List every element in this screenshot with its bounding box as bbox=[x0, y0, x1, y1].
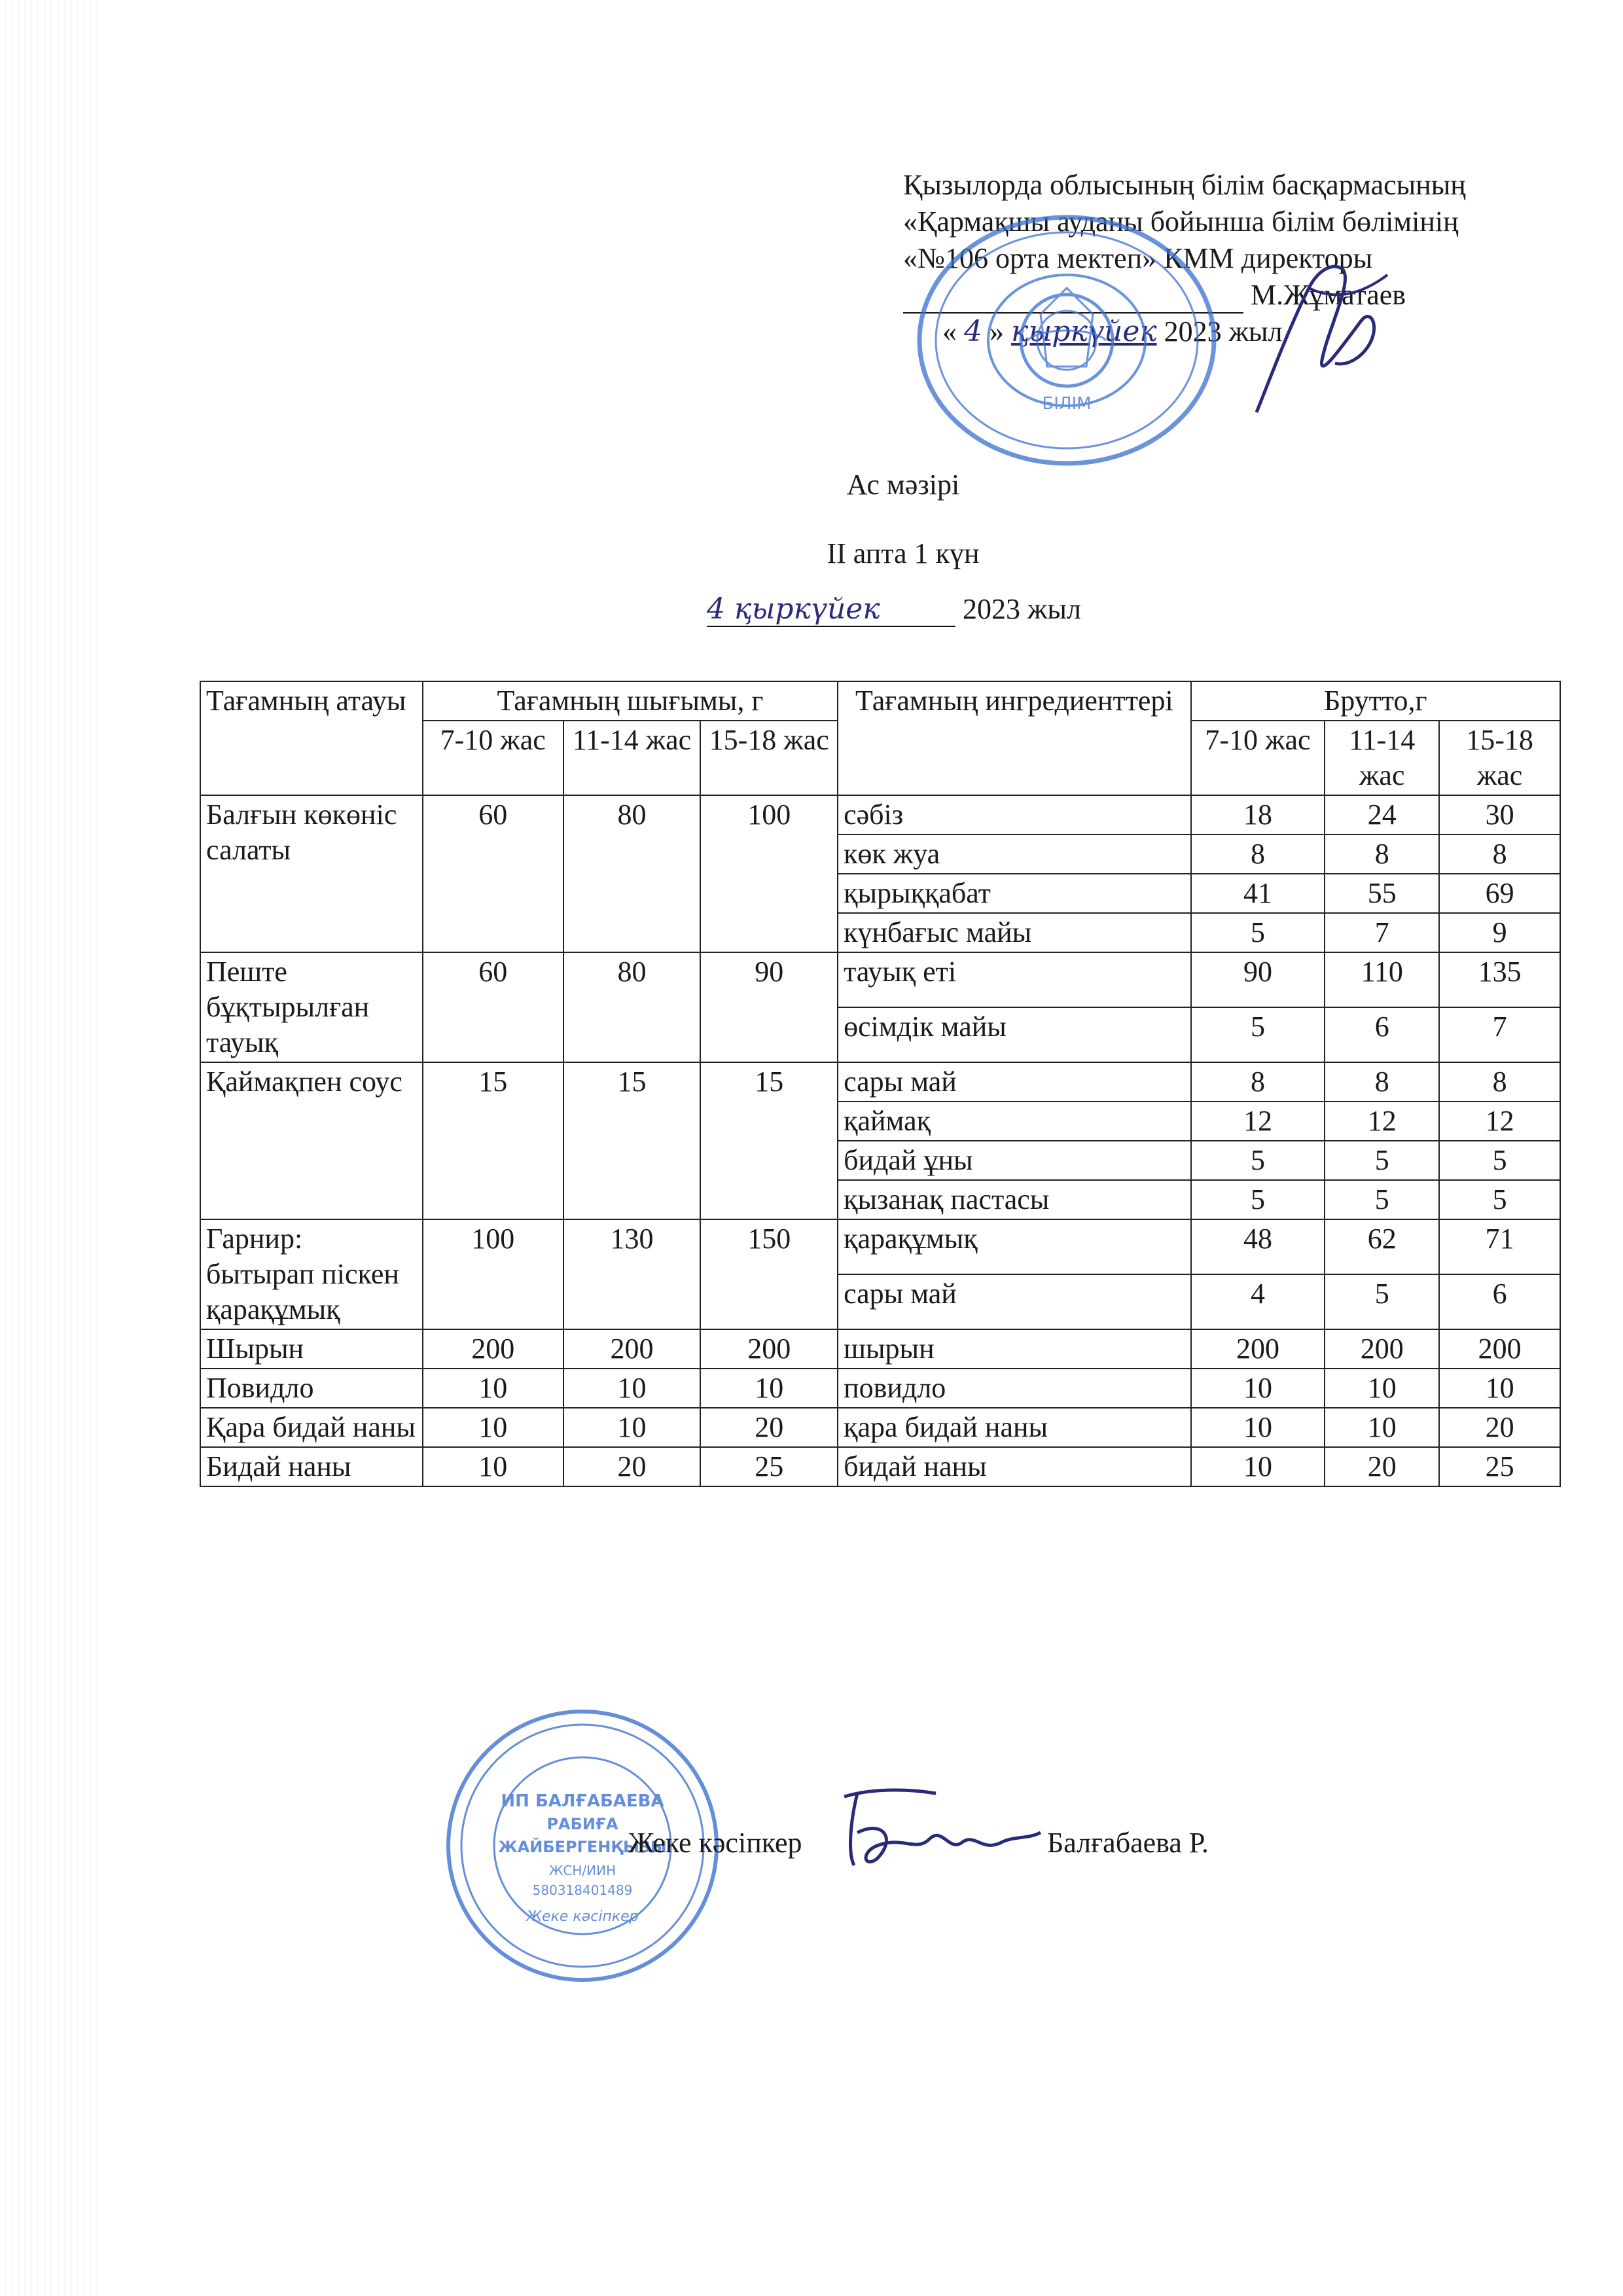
ingredient-brutto-cell: 10 bbox=[1325, 1369, 1439, 1408]
ingredient-name-cell: күнбағыс майы bbox=[838, 913, 1191, 952]
table-row bbox=[200, 1408, 1560, 1447]
stamp-line-2: РАБИҒА bbox=[546, 1815, 618, 1833]
menu-date-handwritten: 4 қыркүйек bbox=[707, 592, 955, 627]
ingredient-name-cell: көк жуа bbox=[838, 834, 1191, 874]
approval-line-1: Қызылорда облысының білім басқармасының bbox=[903, 169, 1466, 201]
director-name: М.Жұматаев bbox=[1251, 279, 1406, 311]
ingredient-brutto-cell: 8 bbox=[1439, 1062, 1560, 1102]
ingredient-brutto-cell: 30 bbox=[1439, 795, 1560, 834]
header-dish-name: Тағамның атауы bbox=[200, 681, 423, 795]
ingredient-brutto-cell: 62 bbox=[1325, 1219, 1439, 1274]
stamp-bottom-text: Жеке кәсіпкер bbox=[526, 1909, 639, 1925]
dish-yield-cell: 60 bbox=[423, 952, 563, 1062]
stamp-line-3: ЖАЙБЕРГЕНҚЫЗЫ bbox=[498, 1838, 667, 1856]
dish-yield-cell: 90 bbox=[700, 952, 838, 1062]
ingredient-brutto-cell: 6 bbox=[1325, 1007, 1439, 1062]
stamp-line-1: ИП БАЛҒАБАЕВА bbox=[501, 1791, 664, 1811]
ingredient-name-cell: шырын bbox=[838, 1329, 1191, 1369]
ingredient-brutto-cell: 90 bbox=[1191, 952, 1325, 1007]
ingredient-brutto-cell: 10 bbox=[1191, 1408, 1325, 1447]
ingredient-brutto-cell: 18 bbox=[1191, 795, 1325, 834]
stamp-line-4: ЖСН/ИИН bbox=[548, 1863, 616, 1878]
ingredient-brutto-cell: 5 bbox=[1439, 1141, 1560, 1180]
ingredient-brutto-cell: 200 bbox=[1325, 1329, 1439, 1369]
ingredient-brutto-cell: 69 bbox=[1439, 874, 1560, 913]
table-row bbox=[200, 1369, 1560, 1408]
table-row bbox=[200, 1329, 1560, 1369]
ingredient-name-cell: повидло bbox=[838, 1369, 1191, 1408]
dish-yield-cell: 10 bbox=[563, 1369, 701, 1408]
dish-yield-cell: 10 bbox=[700, 1369, 838, 1408]
date-year: 2023 жыл bbox=[1164, 315, 1283, 348]
table-row bbox=[200, 1219, 1560, 1274]
ingredient-brutto-cell: 7 bbox=[1325, 913, 1439, 952]
ingredient-brutto-cell: 71 bbox=[1439, 1219, 1560, 1274]
ingredient-brutto-cell: 55 bbox=[1325, 874, 1439, 913]
menu-date-row bbox=[707, 592, 1081, 627]
header-yield-age: 7-10 жас bbox=[423, 721, 563, 795]
footer-role: Жеке кәсіпкер bbox=[628, 1827, 802, 1859]
dish-name-cell: Гарнир: бытырап піскен қарақұмық bbox=[200, 1219, 423, 1329]
ingredient-brutto-cell: 24 bbox=[1325, 795, 1439, 834]
table-row bbox=[200, 1062, 1560, 1102]
ingredient-brutto-cell: 5 bbox=[1191, 1141, 1325, 1180]
ingredient-brutto-cell: 20 bbox=[1325, 1447, 1439, 1486]
ingredient-brutto-cell: 8 bbox=[1191, 1062, 1325, 1102]
ingredient-brutto-cell: 20 bbox=[1439, 1408, 1560, 1447]
header-brutto-age: 7-10 жас bbox=[1191, 721, 1325, 795]
footer-name: Балғабаева Р. bbox=[1047, 1827, 1209, 1859]
dish-yield-cell: 60 bbox=[423, 795, 563, 952]
ingredient-brutto-cell: 12 bbox=[1439, 1102, 1560, 1141]
date-day-handwritten: 4 bbox=[964, 315, 982, 348]
header-brutto-age: 15-18 жас bbox=[1439, 721, 1560, 795]
date-open-quote: « bbox=[942, 315, 957, 348]
date-month-handwritten: қыркүйек bbox=[1011, 315, 1157, 348]
menu-table bbox=[200, 681, 1561, 1487]
dish-yield-cell: 80 bbox=[563, 795, 701, 952]
table-row bbox=[200, 952, 1560, 1007]
ingredient-name-cell: қырыққабат bbox=[838, 874, 1191, 913]
ingredient-brutto-cell: 41 bbox=[1191, 874, 1325, 913]
ingredient-brutto-cell: 5 bbox=[1191, 1007, 1325, 1062]
table-row bbox=[200, 1447, 1560, 1486]
table-row bbox=[200, 795, 1560, 834]
director-signature-image bbox=[1230, 249, 1400, 425]
ingredient-brutto-cell: 8 bbox=[1439, 834, 1560, 874]
dish-yield-cell: 25 bbox=[700, 1447, 838, 1486]
ingredient-brutto-cell: 5 bbox=[1191, 913, 1325, 952]
ingredient-brutto-cell: 10 bbox=[1191, 1447, 1325, 1486]
ingredient-brutto-cell: 6 bbox=[1439, 1274, 1560, 1329]
dish-yield-cell: 15 bbox=[423, 1062, 563, 1219]
dish-yield-cell: 100 bbox=[700, 795, 838, 952]
ingredient-name-cell: қаймақ bbox=[838, 1102, 1191, 1141]
approval-line-3: «№106 орта мектеп» КММ директоры bbox=[903, 242, 1373, 274]
ingredient-name-cell: қарақұмық bbox=[838, 1219, 1191, 1274]
dish-name-cell: Повидло bbox=[200, 1369, 423, 1408]
ingredient-name-cell: қара бидай наны bbox=[838, 1408, 1191, 1447]
dish-yield-cell: 10 bbox=[423, 1447, 563, 1486]
dish-yield-cell: 100 bbox=[423, 1219, 563, 1329]
ingredient-name-cell: бидай ұны bbox=[838, 1141, 1191, 1180]
dish-yield-cell: 10 bbox=[423, 1408, 563, 1447]
ingredient-brutto-cell: 12 bbox=[1191, 1102, 1325, 1141]
entrepreneur-signature-image bbox=[838, 1780, 1047, 1878]
dish-yield-cell: 150 bbox=[700, 1219, 838, 1329]
ingredient-name-cell: сары май bbox=[838, 1062, 1191, 1102]
header-yield-age: 15-18 жас bbox=[700, 721, 838, 795]
dish-name-cell: Шырын bbox=[200, 1329, 423, 1369]
dish-yield-cell: 80 bbox=[563, 952, 701, 1062]
dish-name-cell: Қаймақпен соус bbox=[200, 1062, 423, 1219]
ingredient-name-cell: сары май bbox=[838, 1274, 1191, 1329]
scan-edge-artifact bbox=[0, 0, 98, 2296]
ingredient-name-cell: қызанақ пастасы bbox=[838, 1180, 1191, 1219]
school-stamp-center-text: БІЛІМ bbox=[1042, 394, 1092, 414]
dish-yield-cell: 10 bbox=[423, 1369, 563, 1408]
ingredient-brutto-cell: 4 bbox=[1191, 1274, 1325, 1329]
ingredient-name-cell: бидай наны bbox=[838, 1447, 1191, 1486]
dish-yield-cell: 10 bbox=[563, 1408, 701, 1447]
date-close-quote: » bbox=[990, 315, 1004, 348]
ingredient-brutto-cell: 5 bbox=[1439, 1180, 1560, 1219]
week-day-subtitle: ІІ апта 1 күн bbox=[827, 537, 980, 569]
stamp-line-5: 580318401489 bbox=[532, 1882, 633, 1898]
page-title: Ас мәзірі bbox=[846, 469, 960, 501]
dish-yield-cell: 20 bbox=[563, 1447, 701, 1486]
ingredient-brutto-cell: 5 bbox=[1191, 1180, 1325, 1219]
dish-name-cell: Пеште бұқтырылған тауық bbox=[200, 952, 423, 1062]
header-brutto: Брутто,г bbox=[1191, 681, 1560, 721]
header-yield: Тағамның шығымы, г bbox=[423, 681, 838, 721]
dish-yield-cell: 200 bbox=[700, 1329, 838, 1369]
ingredient-brutto-cell: 25 bbox=[1439, 1447, 1560, 1486]
ingredient-name-cell: сәбіз bbox=[838, 795, 1191, 834]
dish-yield-cell: 20 bbox=[700, 1408, 838, 1447]
table-header-row bbox=[200, 681, 1560, 721]
ingredient-brutto-cell: 5 bbox=[1325, 1141, 1439, 1180]
ingredient-name-cell: тауық еті bbox=[838, 952, 1191, 1007]
ingredient-brutto-cell: 10 bbox=[1439, 1369, 1560, 1408]
dish-yield-cell: 15 bbox=[563, 1062, 701, 1219]
header-brutto-age: 11-14 жас bbox=[1325, 721, 1439, 795]
ingredient-brutto-cell: 48 bbox=[1191, 1219, 1325, 1274]
ingredient-brutto-cell: 10 bbox=[1191, 1369, 1325, 1408]
ingredient-brutto-cell: 12 bbox=[1325, 1102, 1439, 1141]
ingredient-brutto-cell: 135 bbox=[1439, 952, 1560, 1007]
header-yield-age: 11-14 жас bbox=[563, 721, 701, 795]
header-ingredients: Тағамның ингредиенттері bbox=[838, 681, 1191, 795]
dish-name-cell: Қара бидай наны bbox=[200, 1408, 423, 1447]
ingredient-brutto-cell: 5 bbox=[1325, 1180, 1439, 1219]
ingredient-brutto-cell: 200 bbox=[1191, 1329, 1325, 1369]
dish-name-cell: Балғын көкөніс салаты bbox=[200, 795, 423, 952]
ingredient-brutto-cell: 5 bbox=[1325, 1274, 1439, 1329]
ingredient-brutto-cell: 9 bbox=[1439, 913, 1560, 952]
ingredient-brutto-cell: 110 bbox=[1325, 952, 1439, 1007]
ingredient-brutto-cell: 200 bbox=[1439, 1329, 1560, 1369]
approval-line-2: «Қармақшы ауданы бойынша білім бөлімінің bbox=[903, 206, 1459, 238]
ingredient-brutto-cell: 7 bbox=[1439, 1007, 1560, 1062]
dish-name-cell: Бидай наны bbox=[200, 1447, 423, 1486]
school-stamp-image bbox=[910, 209, 1224, 471]
dish-yield-cell: 200 bbox=[563, 1329, 701, 1369]
menu-date-year: 2023 жыл bbox=[963, 593, 1081, 625]
ingredient-name-cell: өсімдік майы bbox=[838, 1007, 1191, 1062]
ingredient-brutto-cell: 8 bbox=[1191, 834, 1325, 874]
dish-yield-cell: 130 bbox=[563, 1219, 701, 1329]
ingredient-brutto-cell: 10 bbox=[1325, 1408, 1439, 1447]
menu-table-body bbox=[200, 795, 1560, 1486]
dish-yield-cell: 15 bbox=[700, 1062, 838, 1219]
ingredient-brutto-cell: 8 bbox=[1325, 834, 1439, 874]
dish-yield-cell: 200 bbox=[423, 1329, 563, 1369]
ingredient-brutto-cell: 8 bbox=[1325, 1062, 1439, 1102]
